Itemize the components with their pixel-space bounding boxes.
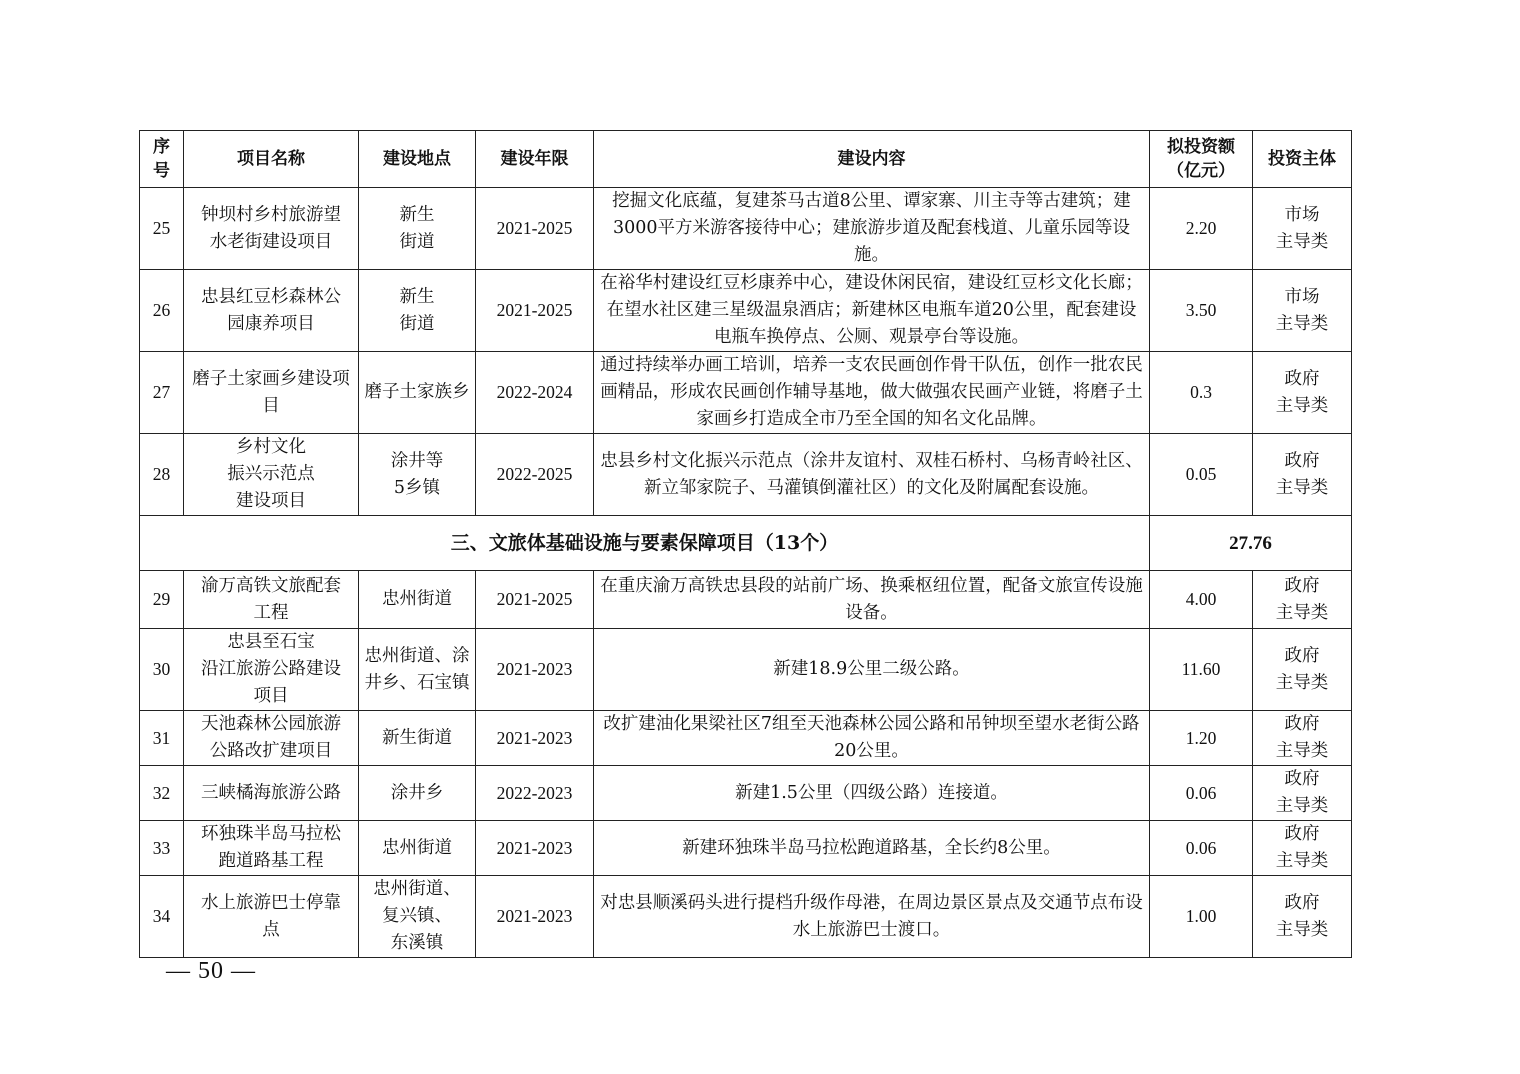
row-content: 改扩建油化果梁社区7组至天池森林公园公路和吊钟坝至望水老街公路20公里。	[594, 711, 1150, 766]
row-location: 忠州街道	[359, 571, 476, 629]
row-period: 2022-2023	[476, 766, 594, 821]
header-period: 建设年限	[476, 131, 594, 188]
row-period: 2021-2023	[476, 629, 594, 711]
row-location: 涂井等 5乡镇	[359, 434, 476, 516]
row-name: 水上旅游巴士停靠 点	[184, 876, 359, 958]
table-row	[140, 434, 1352, 516]
project-table	[139, 130, 1352, 958]
row-investment: 3.50	[1150, 270, 1253, 352]
row-location: 忠州街道、涂 井乡、石宝镇	[359, 629, 476, 711]
row-period: 2021-2025	[476, 571, 594, 629]
header-seq: 序 号	[140, 131, 184, 188]
table-row	[140, 188, 1352, 270]
row-period: 2022-2024	[476, 352, 594, 434]
row-subject: 政府 主导类	[1253, 876, 1352, 958]
table-row	[140, 270, 1352, 352]
row-subject: 政府 主导类	[1253, 352, 1352, 434]
row-period: 2022-2025	[476, 434, 594, 516]
row-content: 新建环独珠半岛马拉松跑道路基，全长约8公里。	[594, 821, 1150, 876]
row-name: 忠县至石宝 沿江旅游公路建设 项目	[184, 629, 359, 711]
row-seq: 28	[140, 434, 184, 516]
row-subject: 政府 主导类	[1253, 766, 1352, 821]
header-investment: 拟投资额 （亿元）	[1150, 131, 1253, 188]
row-investment: 1.20	[1150, 711, 1253, 766]
page-number: — 50 —	[166, 958, 256, 984]
row-content: 新建18.9公里二级公路。	[594, 629, 1150, 711]
row-subject: 政府 主导类	[1253, 711, 1352, 766]
row-name: 忠县红豆杉森林公 园康养项目	[184, 270, 359, 352]
row-subject: 市场 主导类	[1253, 270, 1352, 352]
row-seq: 32	[140, 766, 184, 821]
row-seq: 27	[140, 352, 184, 434]
table-row	[140, 629, 1352, 711]
row-name: 三峡橘海旅游公路	[184, 766, 359, 821]
row-seq: 30	[140, 629, 184, 711]
row-name: 乡村文化 振兴示范点 建设项目	[184, 434, 359, 516]
row-content: 在重庆渝万高铁忠县段的站前广场、换乘枢纽位置，配备文旅宣传设施设备。	[594, 571, 1150, 629]
row-investment: 4.00	[1150, 571, 1253, 629]
row-subject: 政府 主导类	[1253, 629, 1352, 711]
row-location: 涂井乡	[359, 766, 476, 821]
row-subject: 政府 主导类	[1253, 571, 1352, 629]
row-period: 2021-2023	[476, 821, 594, 876]
row-investment: 0.05	[1150, 434, 1253, 516]
row-investment: 1.00	[1150, 876, 1253, 958]
row-location: 忠州街道、 复兴镇、 东溪镇	[359, 876, 476, 958]
header-name: 项目名称	[184, 131, 359, 188]
row-content: 对忠县顺溪码头进行提档升级作母港，在周边景区景点及交通节点布设水上旅游巴士渡口。	[594, 876, 1150, 958]
row-seq: 26	[140, 270, 184, 352]
row-content: 新建1.5公里（四级公路）连接道。	[594, 766, 1150, 821]
row-subject: 市场 主导类	[1253, 188, 1352, 270]
row-location: 新生街道	[359, 711, 476, 766]
row-investment: 2.20	[1150, 188, 1253, 270]
row-content: 忠县乡村文化振兴示范点（涂井友谊村、双桂石桥村、乌杨青岭社区、新立邹家院子、马灌镇倒灌社区）的文化及附属配套设施。	[594, 434, 1150, 516]
row-subject: 政府 主导类	[1253, 434, 1352, 516]
table-row	[140, 876, 1352, 958]
row-location: 新生 街道	[359, 188, 476, 270]
row-name: 磨子土家画乡建设项目	[184, 352, 359, 434]
row-name: 钟坝村乡村旅游望 水老街建设项目	[184, 188, 359, 270]
row-location: 磨子土家族乡	[359, 352, 476, 434]
row-name: 渝万高铁文旅配套 工程	[184, 571, 359, 629]
table-row	[140, 352, 1352, 434]
row-period: 2021-2023	[476, 711, 594, 766]
row-period: 2021-2023	[476, 876, 594, 958]
row-seq: 33	[140, 821, 184, 876]
table-header-row	[140, 131, 1352, 188]
row-investment: 0.3	[1150, 352, 1253, 434]
table-row	[140, 821, 1352, 876]
header-location: 建设地点	[359, 131, 476, 188]
row-investment: 0.06	[1150, 766, 1253, 821]
row-seq: 29	[140, 571, 184, 629]
table-row	[140, 711, 1352, 766]
header-content: 建设内容	[594, 131, 1150, 188]
row-period: 2021-2025	[476, 188, 594, 270]
row-seq: 31	[140, 711, 184, 766]
table-row	[140, 571, 1352, 629]
row-content: 在裕华村建设红豆杉康养中心，建设休闲民宿，建设红豆杉文化长廊；在望水社区建三星级温泉酒店；新建林区电瓶车道20公里，配套建设电瓶车换停点、公厕、观景亭台等设施。	[594, 270, 1150, 352]
row-investment: 0.06	[1150, 821, 1253, 876]
row-content: 挖掘文化底蕴，复建茶马古道8公里、谭家寨、川主寺等古建筑；建3000平方米游客接待中心；建旅游步道及配套栈道、儿童乐园等设施。	[594, 188, 1150, 270]
row-content: 通过持续举办画工培训，培养一支农民画创作骨干队伍，创作一批农民画精品，形成农民画创作辅导基地，做大做强农民画产业链，将磨子土家画乡打造成全市乃至全国的知名文化品牌。	[594, 352, 1150, 434]
row-investment: 11.60	[1150, 629, 1253, 711]
row-name: 环独珠半岛马拉松 跑道路基工程	[184, 821, 359, 876]
row-location: 新生 街道	[359, 270, 476, 352]
section-row	[140, 516, 1352, 571]
row-seq: 25	[140, 188, 184, 270]
row-name: 天池森林公园旅游 公路改扩建项目	[184, 711, 359, 766]
row-period: 2021-2025	[476, 270, 594, 352]
header-subject: 投资主体	[1253, 131, 1352, 188]
section-title: 三、文旅体基础设施与要素保障项目（13个）	[140, 516, 1150, 571]
row-seq: 34	[140, 876, 184, 958]
table-row	[140, 766, 1352, 821]
section-total: 27.76	[1150, 516, 1352, 571]
row-subject: 政府 主导类	[1253, 821, 1352, 876]
row-location: 忠州街道	[359, 821, 476, 876]
